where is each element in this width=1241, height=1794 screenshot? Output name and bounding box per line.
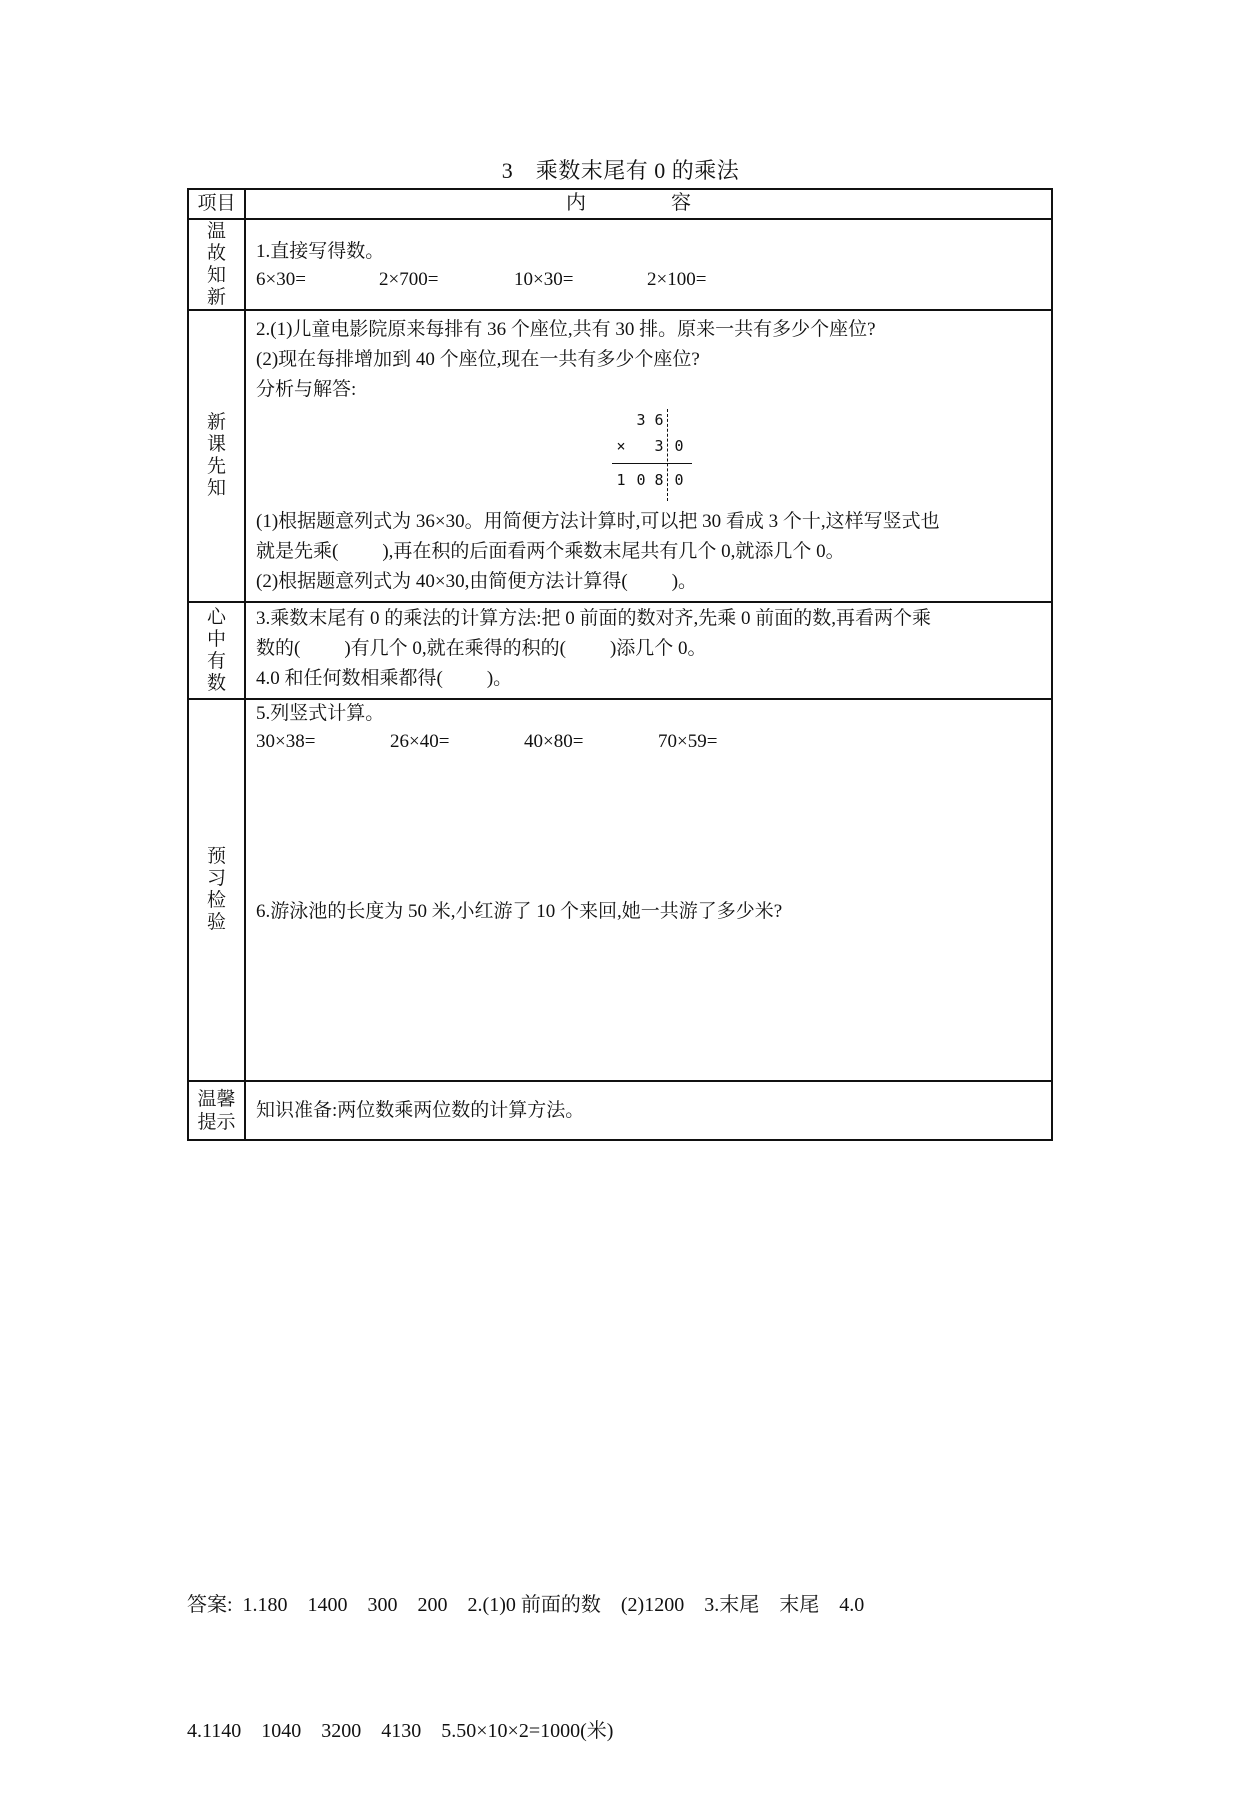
- q5-item: 70×59=: [658, 731, 718, 752]
- q1-item: 2×100=: [647, 269, 707, 290]
- q2-line1: 2.(1)儿童电影院原来每排有 36 个座位,共有 30 排。原来一共有多少个座位?: [256, 319, 876, 340]
- preview-content: [245, 699, 1052, 1081]
- q1-item: 10×30=: [514, 269, 574, 290]
- preview-label: 预 习 检 验: [188, 699, 245, 1081]
- calc-digit: 8: [654, 471, 664, 489]
- analysis-label: 分析与解答:: [256, 379, 357, 400]
- calc-digit: 3: [654, 437, 664, 455]
- calc-digit: 3: [636, 411, 646, 429]
- tips-text: 知识准备:两位数乘两位数的计算方法。: [256, 1099, 585, 1121]
- mind-label: 心 中 有 数: [188, 602, 245, 699]
- answer1-line1: (1)根据题意列式为 36×30。用简便方法计算时,可以把 30 看成 3 个十,这样写竖式也: [256, 511, 940, 532]
- q5-items: [256, 728, 1041, 756]
- answer2-line: (2)根据题意列式为 40×30,由简便方法计算得( )。: [256, 571, 698, 592]
- calc-underline: [612, 463, 692, 464]
- calc-dashed-divider: [667, 409, 668, 501]
- answer1-line2: 就是先乘( ),再在积的后面看两个乘数末尾共有几个 0,就添几个 0。: [256, 541, 845, 562]
- new-lesson-row: [188, 310, 1052, 602]
- multiply-sign: ×: [616, 437, 626, 455]
- new-lesson-content: [245, 310, 1052, 602]
- tips-row: [188, 1081, 1052, 1140]
- q1-title: 1.直接写得数。: [256, 241, 385, 262]
- header-col-project: 项目: [188, 189, 245, 219]
- calc-digit: 0: [674, 437, 684, 455]
- review-label: 温 故 知 新: [188, 219, 245, 310]
- answer-line-1: 答案: 1.180 1400 300 200 2.(1)0 前面的数 (2)1200 3.末尾 末尾 4.0: [187, 1594, 865, 1616]
- q4-line: 4.0 和任何数相乘都得( )。: [256, 668, 513, 689]
- calc-digit: 6: [654, 411, 664, 429]
- header-col-content: 内 容: [245, 189, 1052, 219]
- q5-work-space[interactable]: [256, 756, 1041, 898]
- mind-content: [245, 602, 1052, 699]
- q5-item: 30×38=: [256, 731, 316, 752]
- q6-work-space[interactable]: [256, 926, 1041, 1076]
- q6-text: 6.游泳池的长度为 50 米,小红游了 10 个来回,她一共游了多少米?: [256, 901, 783, 922]
- page-title: 3 乘数末尾有 0 的乘法: [501, 158, 740, 183]
- q1-items: [256, 266, 1041, 294]
- q1-item: 6×30=: [256, 269, 306, 290]
- mind-row: [188, 602, 1052, 699]
- vertical-calculation: [608, 409, 698, 501]
- q3-line2: 数的( )有几个 0,就在乘得的积的( )添几个 0。: [256, 638, 707, 659]
- preview-row: [188, 699, 1052, 1081]
- q3-line1: 3.乘数末尾有 0 的乘法的计算方法:把 0 前面的数对齐,先乘 0 前面的数,再看两个乘: [256, 608, 932, 629]
- calc-digit: 1: [616, 471, 626, 489]
- q1-item: 2×700=: [379, 269, 439, 290]
- tips-label: 温馨 提示: [188, 1081, 245, 1140]
- q5-item: 40×80=: [524, 731, 584, 752]
- review-content: [245, 219, 1052, 310]
- q5-item: 26×40=: [390, 731, 450, 752]
- calc-digit: 0: [674, 471, 684, 489]
- worksheet-table: [187, 188, 1053, 1141]
- new-lesson-label: 新 课 先 知: [188, 310, 245, 602]
- calc-digit: 0: [636, 471, 646, 489]
- review-row: [188, 219, 1052, 310]
- tips-content: [245, 1081, 1052, 1140]
- q2-line2: (2)现在每排增加到 40 个座位,现在一共有多少个座位?: [256, 349, 700, 370]
- q5-title: 5.列竖式计算。: [256, 703, 385, 724]
- header-row: [188, 189, 1052, 219]
- answer-key: [187, 1500, 1087, 1794]
- answer-line-2: 4.1140 1040 3200 4130 5.50×10×2=1000(米): [187, 1720, 614, 1742]
